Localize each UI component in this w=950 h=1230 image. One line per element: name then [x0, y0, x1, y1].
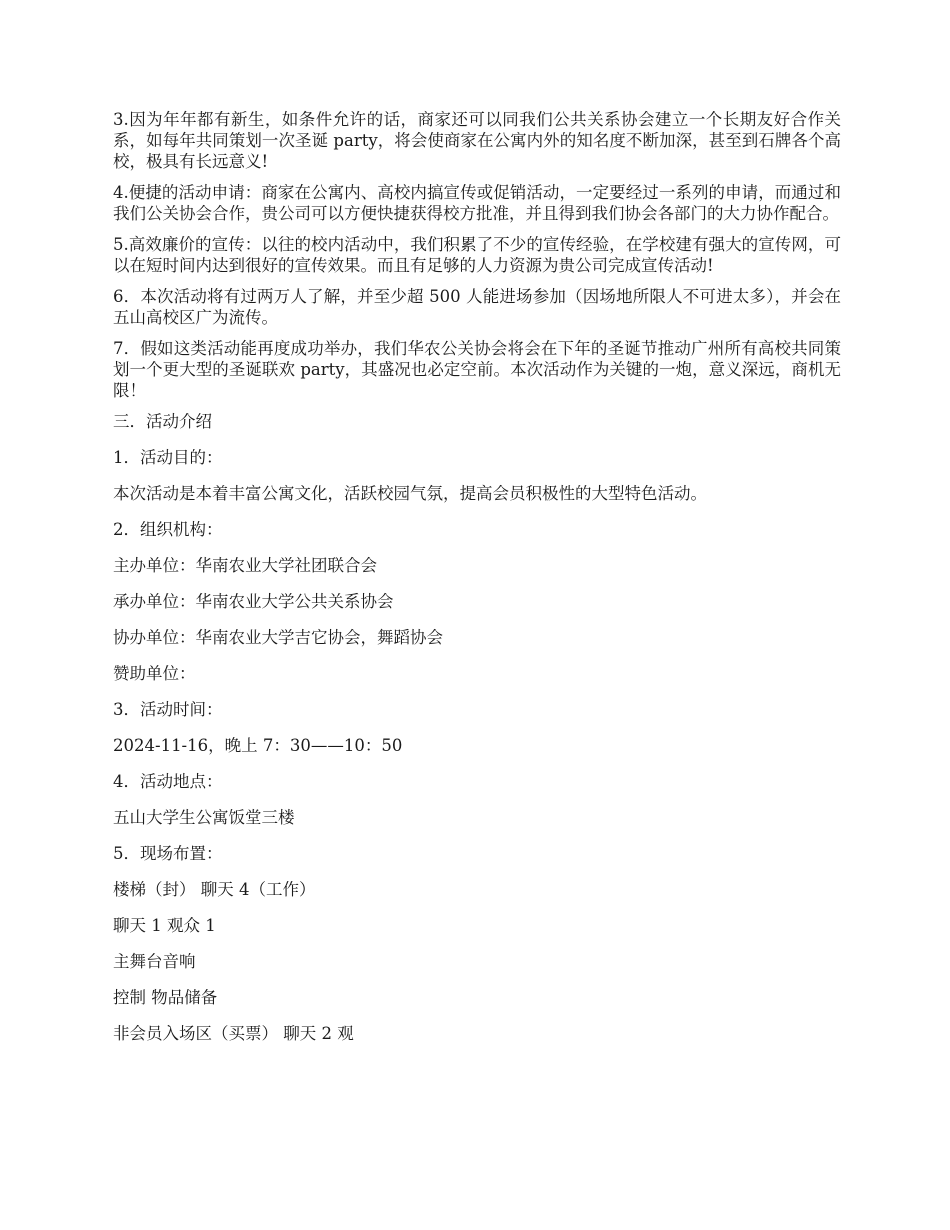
section-heading-activity-intro: 三．活动介绍: [113, 412, 212, 431]
paragraph-benefit-4: 4.便捷的活动申请：商家在公寓内、高校内搞宣传或促销活动，一定要经过一系列的申请，而通过和我们公关协会合作，贵公司可以方便快捷获得校方批准，并且得到我们协会各部门的大力协作配合。: [113, 183, 841, 223]
text-layout-4: 控制 物品储备: [113, 988, 218, 1007]
subheading-organization: 2．组织机构：: [113, 520, 223, 539]
text-co-organizer: 协办单位：华南农业大学吉它协会，舞蹈协会: [113, 628, 443, 647]
paragraph-benefit-3: 3.因为年年都有新生，如条件允许的话，商家还可以同我们公共关系协会建立一个长期友好合作关系，如每年共同策划一次圣诞 party，将会使商家在公寓内外的知名度不断加深，甚至到石牌各个高校，极具有长远意义!: [113, 110, 841, 171]
text-layout-5: 非会员入场区（买票） 聊天 2 观: [113, 1024, 354, 1043]
paragraph-benefit-5: 5.高效廉价的宣传：以往的校内活动中，我们积累了不少的宣传经验，在学校建有强大的宣传网，可以在短时间内达到很好的宣传效果。而且有足够的人力资源为贵公司完成宣传活动!: [113, 235, 841, 275]
subheading-purpose: 1．活动目的：: [113, 448, 223, 467]
subheading-time: 3．活动时间：: [113, 700, 223, 719]
document-page: [113, 109, 841, 1059]
text-organizer: 承办单位：华南农业大学公共关系协会: [113, 592, 394, 611]
text-sponsor: 赞助单位：: [113, 664, 196, 683]
text-location: 五山大学生公寓饭堂三楼: [113, 808, 295, 827]
subheading-location: 4．活动地点：: [113, 772, 223, 791]
text-purpose: 本次活动是本着丰富公寓文化，活跃校园气氛，提高会员积极性的大型特色活动。: [113, 484, 707, 503]
text-layout-3: 主舞台音响: [113, 952, 196, 971]
text-layout-1: 楼梯（封） 聊天 4（工作）: [113, 880, 316, 899]
paragraph-benefit-6: 6．本次活动将有过两万人了解，并至少超 500 人能进场参加（因场地所限人不可进太多），并会在五山高校区广为流传。: [113, 287, 841, 327]
text-layout-2: 聊天 1 观众 1: [113, 916, 216, 935]
text-time: 2024-11-16，晚上 7：30——10：50: [113, 736, 403, 755]
text-host: 主办单位：华南农业大学社团联合会: [113, 556, 377, 575]
subheading-layout: 5．现场布置：: [113, 844, 223, 863]
paragraph-benefit-7: 7．假如这类活动能再度成功举办，我们华农公关协会将会在下年的圣诞节推动广州所有高校共同策划一个更大型的圣诞联欢 party，其盛况也必定空前。本次活动作为关键的一炮，意义深远，商机无限！: [113, 339, 841, 400]
